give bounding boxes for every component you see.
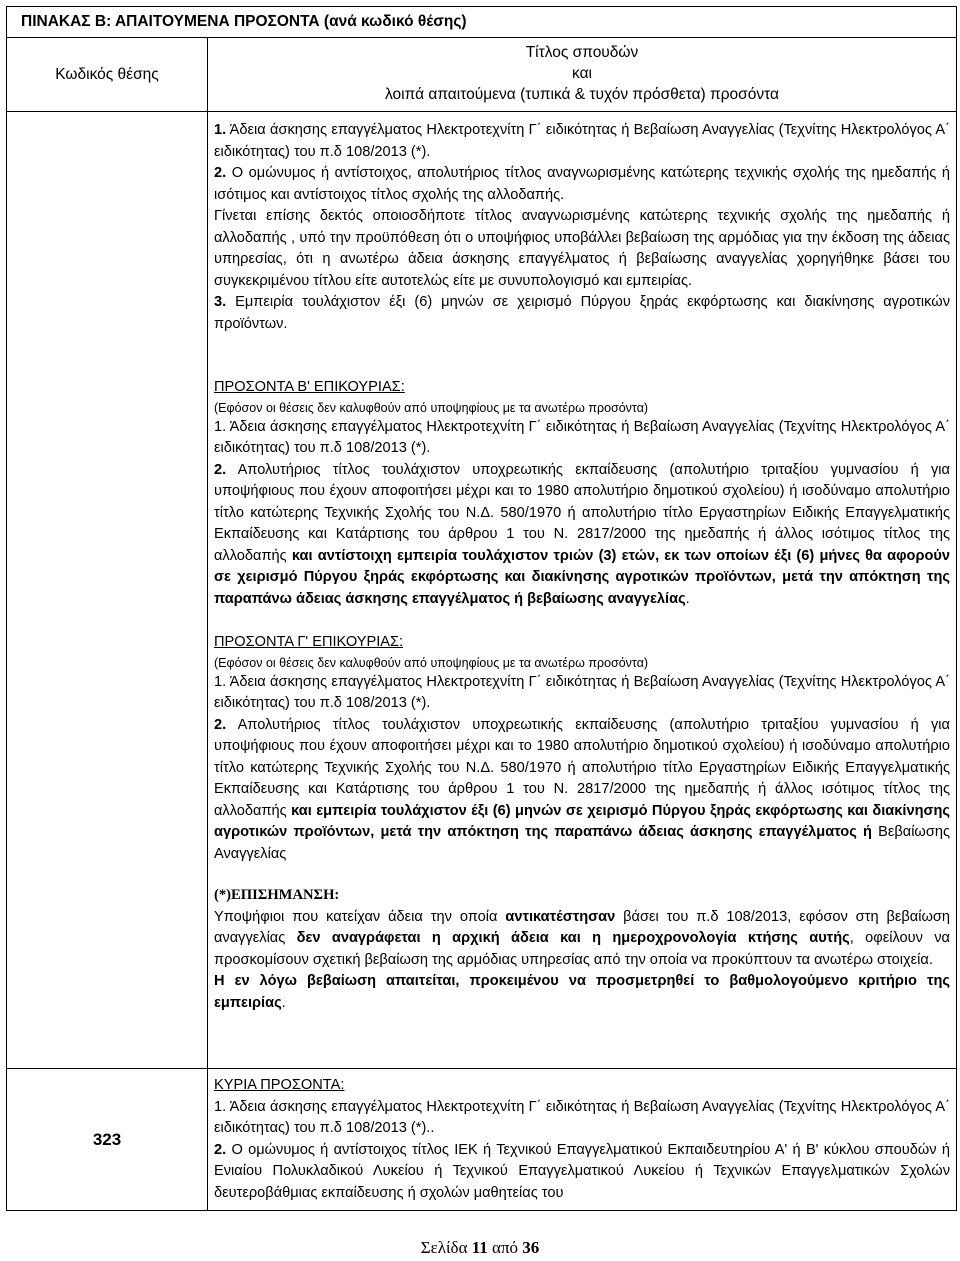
item-number: 2. <box>214 716 227 733</box>
main-item-2 <box>214 163 950 206</box>
remark-text: βάσει του π.δ 108/2013, εφόσον στη βεβαίωση αναγγελίας <box>214 908 950 946</box>
remark-heading: (*)ΕΠΙΣΗΜΑΝΣΗ: <box>214 887 340 903</box>
page-label: Σελίδα <box>420 1238 472 1257</box>
item-bold-text: και εμπειρία τουλάχιστον έξι (6) μηνών σε χειρισμό Πύργου ξηράς εκφόρτωσης και διακίνησης αγροτικών προϊόντων, μετά την απόκτηση της παραπάνω άδειας άσκησης επαγγέλματος ή <box>214 802 950 840</box>
qualifications-table <box>6 6 957 1211</box>
remark-paragraph-1 <box>214 907 950 972</box>
b-section-note: (Εφόσον οι θέσεις δεν καλυφθούν από υποψηφίους με τα ανωτέρω προσόντα) <box>214 400 649 415</box>
b-section-heading: ΠΡΟΣΟΝΤΑ Β' ΕΠΙΚΟΥΡΙΑΣ: <box>214 379 405 395</box>
main-qualifications-heading: ΚΥΡΙΑ ΠΡΟΣΟΝΤΑ: <box>214 1077 345 1093</box>
remark-bold: Η εν λόγω βεβαίωση απαιτείται, προκειμένου να προσμετρηθεί το βαθμολογούμενο κριτήριο της εμπειρίας <box>214 973 950 1011</box>
header-line-2: και <box>572 65 592 82</box>
b-section-item-2 <box>214 460 950 611</box>
item-text: Εμπειρία τουλάχιστον έξι (6) μηνών σε χειρισμό Πύργου ξηράς εκφόρτωσης και διακίνησης αγροτικών προϊόντων. <box>214 294 950 332</box>
page-number: 11 <box>471 1238 488 1257</box>
item-text: Απολυτήριος τίτλος τουλάχιστον υποχρεωτικής εκπαίδευσης (απολυτήριο τριταξίου γυμνασίου ή για υποψήφιους που έχουν αποφοιτήσει μέχρι και το 1980 απολυτήριο δημοτικού σχολείου) ή ισοδύναμο απολυτήριο τίτλο κατώτερης Τεχνικής Σχολής του Ν.Δ. 580/1970 ή απολυτήριο τίτλο Εργαστηρίων Ειδικής Επαγγελματικής Εκπαίδευσης και Κατάρτισης του άρθρου 1 του Ν. 2817/2000 της ημεδαπής ή άλλος ισότιμος τίτλος της αλλοδαπής <box>214 716 950 819</box>
qualifications-cell <box>208 112 957 1069</box>
item-number: 2. <box>214 165 227 181</box>
spacer <box>214 335 950 357</box>
header-line-3: λοιπά απαιτούμενα (τυπικά & τυχόν πρόσθετα) προσόντα <box>385 86 779 103</box>
page-total: 36 <box>522 1238 540 1257</box>
header-row <box>7 38 957 112</box>
position-code-cell: 323 <box>7 1069 208 1211</box>
spacer <box>214 610 950 632</box>
position-code-cell <box>7 112 208 1069</box>
main-item-1: 1. Άδεια άσκησης επαγγέλματος Ηλεκτροτεχνίτη Γ΄ ειδικότητας ή Βεβαίωση Αναγγελίας (Τεχνίτης Ηλεκτρολόγος Α΄ ειδικότητας) του π.δ 108/2013 (*).. <box>214 1098 950 1136</box>
main-item-1 <box>214 120 950 163</box>
remark-text: , οφείλουν να προσκομίσουν σχετική βεβαίωση της αρμόδιας υπηρεσίας από την οποία να προκύπτουν τα ανωτέρω στοιχεία. <box>214 930 950 968</box>
table-row <box>7 1069 957 1211</box>
item-text-end: . <box>685 590 690 607</box>
item-text: Ο ομώνυμος ή αντίστοιχος τίτλος ΙΕΚ ή Τεχνικού Επαγγελματικού Εκπαιδευτηρίου Α' ή Β' κύκλου σπουδών ή Ενιαίου Πολυκλαδικού Λυκείου ή Τεχνικού Επαγγελματικού Λυκείου ή Τεχνικών Επαγγελματικών Σχολών δευτεροβάθμιας εκπαίδευσης ή σχολών μαθητείας του <box>214 1141 950 1201</box>
col-header-code: Κωδικός θέσης <box>7 38 208 112</box>
col-header-qualifications <box>208 38 957 112</box>
spacer <box>214 1014 950 1064</box>
main-item-3 <box>214 292 950 335</box>
item-text-end: Βεβαίωσης Αναγγελίας <box>214 824 950 862</box>
item-number: 2. <box>214 461 227 478</box>
remark-bold: αντικατέστησαν <box>505 908 616 925</box>
c-section-item-2 <box>214 715 950 866</box>
header-line-1: Τίτλος σπουδών <box>525 44 639 61</box>
qualifications-cell <box>208 1069 957 1211</box>
item-text: Άδεια άσκησης επαγγέλματος Ηλεκτροτεχνίτη Γ΄ ειδικότητας ή Βεβαίωση Αναγγελίας (Τεχνίτης Ηλεκτρολόγος Α΄ ειδικότητας) του π.δ 108/2013 (*). <box>214 122 950 160</box>
item-number: 1. <box>214 122 227 138</box>
table-row <box>7 112 957 1069</box>
table-title-row <box>7 7 957 38</box>
remark-text: Υποψήφιοι που κατείχαν άδεια την οποία <box>214 908 506 925</box>
spacer <box>214 357 950 377</box>
b-section-item-1: 1. Άδεια άσκησης επαγγέλματος Ηλεκτροτεχνίτη Γ΄ ειδικότητας ή Βεβαίωση Αναγγελίας (Τεχνίτης Ηλεκτρολόγος Α΄ ειδικότητας) του π.δ 108/2013 (*). <box>214 418 950 456</box>
page-footer <box>0 1238 960 1258</box>
item-number: 3. <box>214 294 227 310</box>
item-text: Ο ομώνυμος ή αντίστοιχος, απολυτήριος τίτλος αναγνωρισμένης κατώτερης τεχνικής σχολής της ημεδαπής ή ισότιμος και αντίστοιχος τίτλος σχολής της αλλοδαπής. <box>214 165 950 203</box>
c-section-heading: ΠΡΟΣΟΝΤΑ Γ' ΕΠΙΚΟΥΡΙΑΣ: <box>214 634 404 650</box>
remark-bold: δεν αναγράφεται η αρχική άδεια και η ημερoχρονολογία κτήσης αυτής <box>296 930 850 946</box>
main-item-2b: Γίνεται επίσης δεκτός οποιοσδήποτε τίτλος αναγνωρισμένης κατώτερης τεχνικής σχολής της ημεδαπής ή αλλοδαπής , υπό την προϋπόθεση ότι ο υποψήφιος υποβάλλει βεβαίωση της αρμόδιας για την έκδοση της άδειας υπηρεσίας, ότι η ανωτέρω άδεια άσκησης επαγγέλματος ή βεβαίωσης αναγγελίας χορηγήθηκε βάσει του συγκεκριμένου τίτλου είτε αυτοτελώς είτε με συνυπολογισμό και εμπειρίας. <box>214 208 950 289</box>
table-title-cell <box>7 7 957 38</box>
spacer <box>214 865 950 885</box>
c-section-item-1: 1. Άδεια άσκησης επαγγέλματος Ηλεκτροτεχνίτη Γ΄ ειδικότητας ή Βεβαίωση Αναγγελίας (Τεχνίτης Ηλεκτρολόγος Α΄ ειδικότητας) του π.δ 108/2013 (*). <box>214 673 950 711</box>
remark-text: . <box>281 994 286 1011</box>
main-item-2 <box>214 1140 950 1205</box>
remark-paragraph-2 <box>214 971 950 1014</box>
item-bold-text: και αντίστοιχη εμπειρία τουλάχιστον τριών (3) ετών, εκ των οποίων έξι (6) μήνες θα αφορούν σε χειρισμό Πύργου ξηράς εκφόρτωσης και διακίνησης αγροτικών προϊόντων, μετά την απόκτηση της παραπάνω άδειας άσκησης επαγγέλματος ή βεβαίωσης αναγγελίας <box>214 547 951 607</box>
table-title: ΠΙΝΑΚΑΣ Β: ΑΠΑΙΤΟΥΜΕΝΑ ΠΡΟΣΟΝΤΑ (ανά κωδικό θέσης) <box>21 13 467 30</box>
c-section-note: (Εφόσον οι θέσεις δεν καλυφθούν από υποψηφίους με τα ανωτέρω προσόντα) <box>214 655 649 670</box>
item-number: 2. <box>214 1141 227 1158</box>
page-of-label: από <box>487 1238 523 1257</box>
item-text: Απολυτήριος τίτλος τουλάχιστον υποχρεωτικής εκπαίδευσης (απολυτήριο τριταξίου γυμνασίου ή για υποψήφιους που έχουν αποφοιτήσει μέχρι και το 1980 απολυτήριο δημοτικού σχολείου) ή ισοδύναμο απολυτήριο τίτλο κατώτερης Τεχνικής Σχολής του Ν.Δ. 580/1970 ή απολυτήριο τίτλο Εργαστηρίων Ειδικής Επαγγελματικής Εκπαίδευσης και Κατάρτισης του άρθρου 1 του Ν. 2817/2000 της ημεδαπής ή άλλος ισότιμος τίτλος της αλλοδαπής <box>214 461 950 564</box>
